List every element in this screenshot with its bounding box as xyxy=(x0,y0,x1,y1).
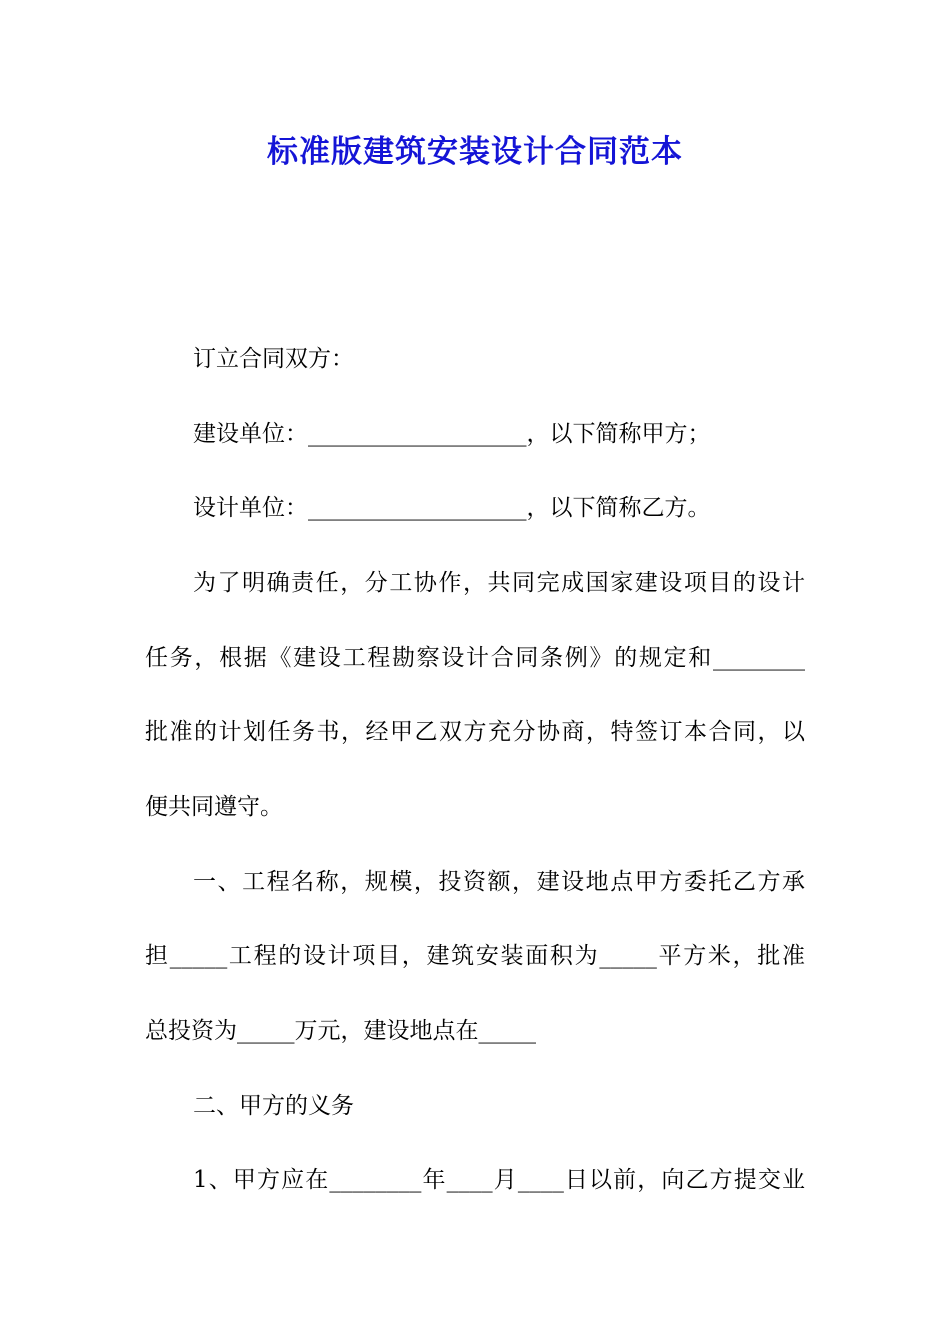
purpose-paragraph-line-1: 为了明确责任，分工协作，共同完成国家建设项目的设计 xyxy=(193,570,805,596)
section-two-heading: 二、甲方的义务 xyxy=(193,1093,354,1119)
construction-unit-line: 建设单位：___________________，以下简称甲方； xyxy=(193,421,711,447)
section-one-line-2: 担_____工程的设计项目，建筑安装面积为_____平方米，批准 xyxy=(145,943,805,969)
section-one-line-3: 总投资为_____万元，建设地点在_____ xyxy=(145,1018,536,1044)
purpose-paragraph-line-2: 任务，根据《建设工程勘察设计合同条例》的规定和________ xyxy=(145,645,805,671)
clause-one-line-1: 1、甲方应在________年____月____日以前，向乙方提交业 xyxy=(193,1167,805,1193)
parties-heading: 订立合同双方： xyxy=(193,346,354,372)
purpose-paragraph-line-4: 便共同遵守。 xyxy=(145,794,283,820)
purpose-paragraph-line-3: 批准的计划任务书，经甲乙双方充分协商，特签订本合同，以 xyxy=(145,719,805,745)
document-title: 标准版建筑安装设计合同范本 xyxy=(267,134,683,170)
design-unit-line: 设计单位：___________________，以下简称乙方。 xyxy=(193,495,711,521)
section-one-line-1: 一、工程名称，规模，投资额，建设地点甲方委托乙方承 xyxy=(193,869,805,895)
